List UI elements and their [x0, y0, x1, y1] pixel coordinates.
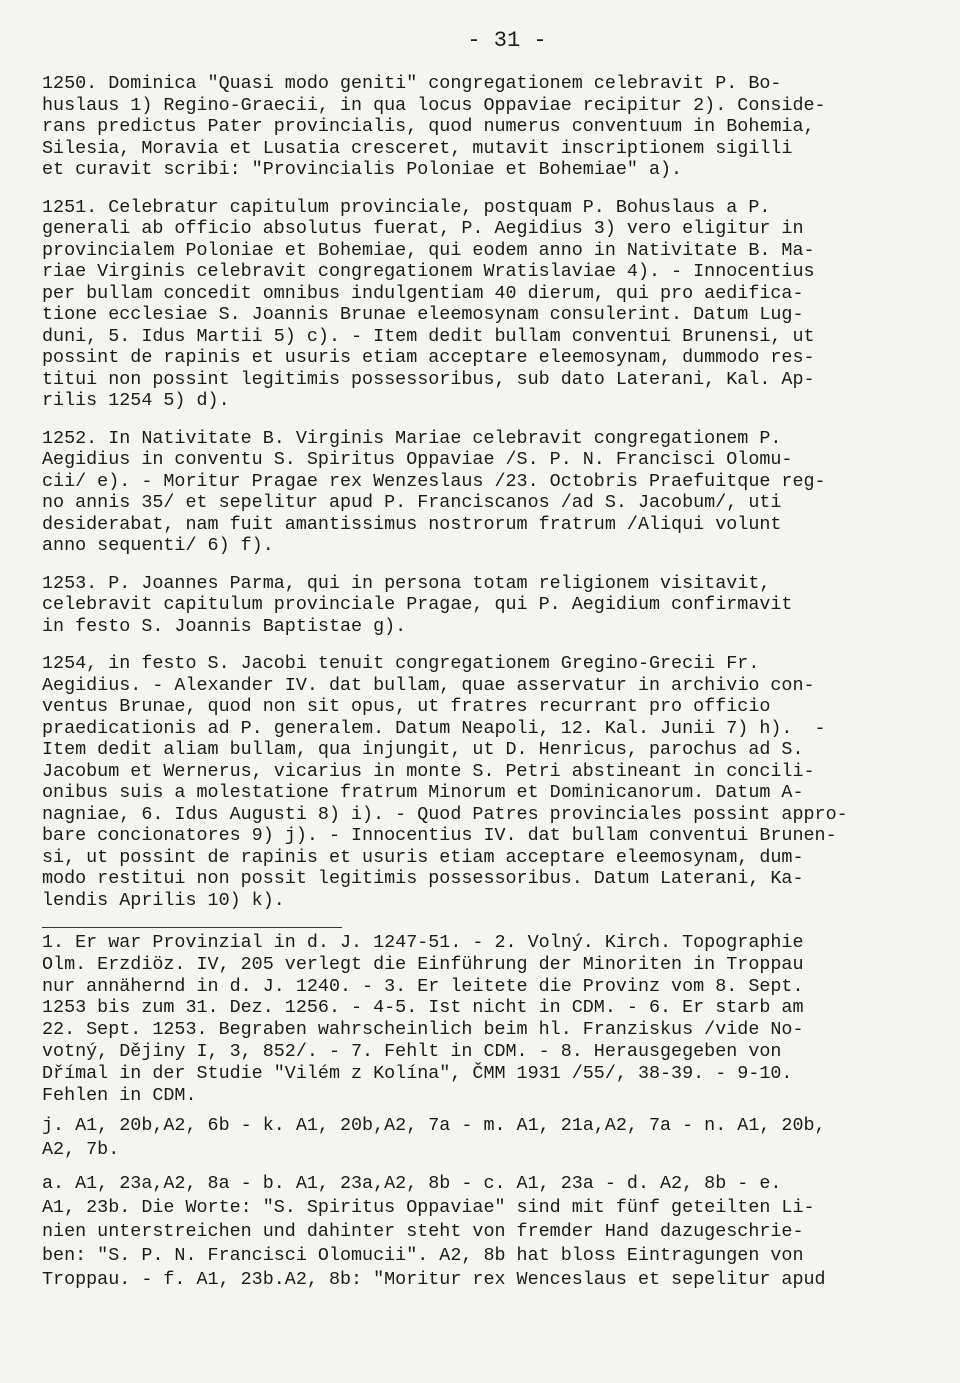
text-line: no annis 35/ et sepelitur apud P. Franciscanos /ad S. Jacobum/, uti — [42, 492, 782, 513]
text-line: 1253. P. Joannes Parma, qui in persona totam religionem visitavit, — [42, 572, 771, 594]
document-page — [42, 22, 932, 1292]
text-line: 1254, in festo S. Jacobi tenuit congregationem Gregino-Grecii Fr. — [42, 653, 760, 674]
text-line: modo restitui non possit legitimis possessoribus. Datum Laterani, Ka- — [42, 868, 804, 889]
variant-line: A2, 7b. — [42, 1139, 120, 1161]
text-line: rans predictus Pater provincialis, quod numerus conventuum in Bohemia, — [42, 116, 815, 137]
footnote-line: 1. Er war Provinzial in d. J. 1247-51. - 2. Volný. Kirch. Topographie — [42, 932, 804, 953]
footnote-line: 1253 bis zum 31. Dez. 1256. - 4-5. Ist nicht in CDM. - 6. Er starb am — [42, 997, 804, 1019]
text-line: et curavit scribi: "Provincialis Poloniae et Bohemiae" a). — [42, 159, 683, 180]
text-line: ventus Brunae, quod non sit opus, ut fratres recurrant pro officio — [42, 696, 771, 717]
footnotes — [42, 927, 932, 1106]
text-line: Jacobum et Wernerus, vicarius in monte S. Petri abstineant in concili- — [42, 760, 815, 782]
text-line: generali ab officio absolutus fuerat, P. Aegidius 3) vero eligitur in — [42, 218, 804, 239]
text-line: provincialem Poloniae et Bohemiae, qui eodem anno in Nativitate B. Ma- — [42, 239, 815, 261]
text-line: titui non possint legitimis possessoribus, sub dato Laterani, Kal. Ap- — [42, 368, 815, 390]
footnote-divider — [42, 927, 342, 928]
footnote-line: Olm. Erzdiöz. IV, 205 verlegt die Einführung der Minoriten in Troppau — [42, 953, 804, 975]
text-line: Silesia, Moravia et Lusatia cresceret, mutavit inscriptionem sigilli — [42, 137, 793, 159]
text-line: cii/ e). - Moritur Pragae rex Wenzeslaus /23. Octobris Praefuitque reg- — [42, 470, 826, 492]
text-line: duni, 5. Idus Martii 5) c). - Item dedit bullam conventui Brunensi, ut — [42, 325, 815, 347]
variant-line: ben: "S. P. N. Francisci Olomucii". A2, 8b hat bloss Eintragungen von — [42, 1245, 804, 1267]
footnote-line: Fehlen in CDM. — [42, 1084, 197, 1106]
text-line: Item dedit aliam bullam, qua injungit, ut D. Henricus, parochus ad S. — [42, 739, 804, 760]
variant-line: j. A1, 20b,A2, 6b - k. A1, 20b,A2, 7a - m. A1, 21a,A2, 7a - n. A1, 20b, — [42, 1115, 826, 1137]
text-line: 1251. Celebratur capitulum provinciale, postquam P. Bohuslaus a P. — [42, 196, 771, 218]
variant-line: a. A1, 23a,A2, 8a - b. A1, 23a,A2, 8b - c. A1, 23a - d. A2, 8b - e. — [42, 1173, 782, 1195]
text-line: anno sequenti/ 6) f). — [42, 535, 274, 556]
variant-line: nien unterstreichen und dahinter steht von fremder Hand dazugeschrie- — [42, 1221, 804, 1243]
entry-1250 — [42, 73, 932, 181]
footnote-line: 22. Sept. 1253. Begraben wahrscheinlich beim hl. Franziskus /vide No- — [42, 1019, 804, 1041]
variant-notes — [42, 1114, 932, 1292]
spacer — [42, 1162, 932, 1172]
text-line: rilis 1254 5) d). — [42, 390, 230, 411]
text-line: riae Virginis celebravit congregationem Wratislaviae 4). - Innocentius — [42, 261, 815, 282]
footnote-line: votný, Dějiny I, 3, 852/. - 7. Fehlt in CDM. - 8. Herausgegeben von — [42, 1040, 782, 1062]
footnote-line: Dřímal in der Studie "Vilém z Kolína", ČMM 1931 /55/, 38-39. - 9-10. — [42, 1062, 793, 1084]
text-line: huslaus 1) Regino-Graecii, in qua locus Oppaviae recipitur 2). Conside- — [42, 94, 826, 116]
text-line: onibus suis a molestatione fratrum Minorum et Dominicanorum. Datum A- — [42, 782, 804, 803]
page-number: - 31 - — [467, 28, 547, 53]
entry-1254 — [42, 653, 932, 911]
text-line: lendis Aprilis 10) k). — [42, 889, 285, 911]
variant-line: A1, 23b. Die Worte: "S. Spiritus Oppaviae" sind mit fünf geteilten Li- — [42, 1197, 815, 1219]
footnote-line: nur annähernd in d. J. 1240. - 3. Er leitete die Provinz vom 8. Sept. — [42, 975, 804, 997]
text-line: 1252. In Nativitate B. Virginis Mariae celebravit congregationem P. — [42, 427, 782, 449]
text-line: celebravit capitulum provinciale Pragae, qui P. Aegidium confirmavit — [42, 594, 793, 615]
entry-1251 — [42, 197, 932, 412]
text-line: praedicationis ad P. generalem. Datum Neapoli, 12. Kal. Junii 7) h). - — [42, 717, 826, 739]
text-line: in festo S. Joannis Baptistae g). — [42, 615, 407, 637]
text-line: nagniae, 6. Idus Augusti 8) i). - Quod Patres provinciales possint appro- — [42, 803, 848, 825]
text-line: tione ecclesiae S. Joannis Brunae eleemosynam consulerint. Datum Lug- — [42, 304, 804, 325]
variant-line: Troppau. - f. A1, 23b.A2, 8b: "Moritur rex Wenceslaus et sepelitur apud — [42, 1269, 826, 1291]
text-line: desiderabat, nam fuit amantissimus nostrorum fratrum /Aliqui volunt — [42, 513, 782, 535]
text-line: possint de rapinis et usuris etiam acceptare eleemosynam, dummodo res- — [42, 347, 815, 368]
text-line: per bullam concedit omnibus indulgentiam 40 dierum, qui pro aedifica- — [42, 282, 804, 304]
text-line: si, ut possint de rapinis et usuris etiam acceptare eleemosynam, dum- — [42, 846, 804, 868]
text-line: Aegidius in conventu S. Spiritus Oppaviae /S. P. N. Francisci Olomu- — [42, 449, 793, 470]
text-line: bare concionatores 9) j). - Innocentius IV. dat bullam conventui Brunen- — [42, 825, 837, 846]
text-line: 1250. Dominica "Quasi modo geniti" congregationem celebravit P. Bo- — [42, 73, 782, 94]
entry-1253 — [42, 573, 932, 638]
entry-1252 — [42, 428, 932, 557]
text-line: Aegidius. - Alexander IV. dat bullam, quae asservatur in archivio con- — [42, 674, 815, 696]
